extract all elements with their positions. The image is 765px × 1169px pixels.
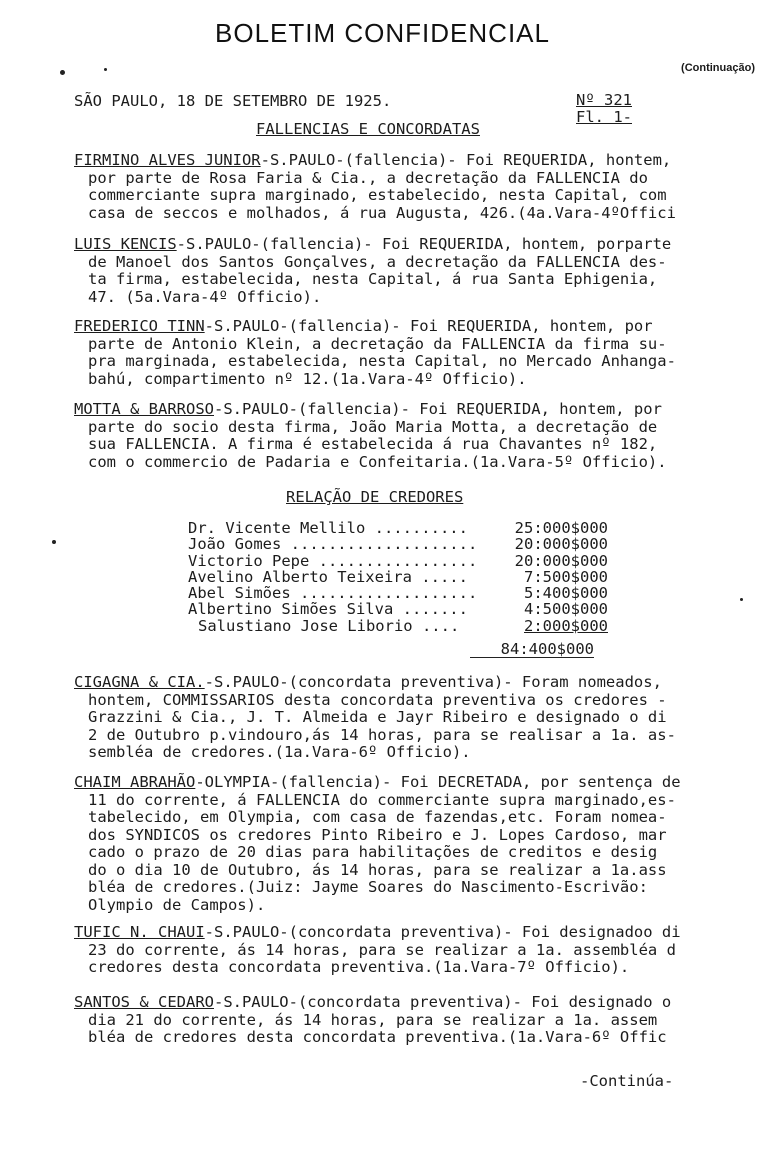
entry-line: FIRMINO ALVES JUNIOR-S.PAULO-(fallencia)- Foi REQUERIDA, hontem,: [74, 151, 672, 169]
creditor-amount: 20:000$000: [514, 535, 608, 554]
party-name: FREDERICO TINN: [74, 317, 205, 335]
entry-line: 23 do corrente, ás 14 horas, para se realizar a 1a. assembléa d: [88, 940, 676, 959]
creditor-row: [188, 520, 608, 536]
creditor-row: [188, 585, 608, 601]
creditors-heading: RELAÇÃO DE CREDORES: [286, 488, 464, 506]
entry-line: por parte de Rosa Faria & Cia., a decretação da FALLENCIA do: [88, 168, 648, 187]
entry-line: CIGAGNA & CIA.-S.PAULO-(concordata preventiva)- Foram nomeados,: [74, 673, 662, 691]
entry-line: TUFIC N. CHAUI-S.PAULO-(concordata preventiva)- Foi designadoo di: [74, 923, 681, 941]
creditor-row: [188, 536, 608, 552]
entry-line: MOTTA & BARROSO-S.PAULO-(fallencia)- Foi REQUERIDA, hontem, por: [74, 400, 662, 418]
entry-line: do o dia 10 de Outubro, ás 14 horas, para se realizar a 1a.ass: [88, 860, 667, 879]
party-name: MOTTA & BARROSO: [74, 400, 214, 418]
entry-line: CHAIM ABRAHÃO-OLYMPIA-(fallencia)- Foi DECRETADA, por sentença de: [74, 773, 681, 791]
entry-line: FREDERICO TINN-S.PAULO-(fallencia)- Foi REQUERIDA, hontem, por: [74, 317, 653, 335]
entry-line: commerciante supra marginado, estabelecido, nesta Capital, com: [88, 186, 667, 204]
party-name: CIGAGNA & CIA.: [74, 673, 205, 691]
entry-line: bléa de credores.(Juiz: Jayme Soares do Nascimento-Escrivão:: [88, 878, 648, 896]
party-name: CHAIM ABRAHÃO: [74, 773, 196, 791]
entry-line: cado o prazo de 20 dias para habilitações de creditos e desig: [88, 843, 658, 861]
margin-mark: [60, 70, 65, 75]
entry-line: pra marginada, estabelecida, nesta Capital, no Mercado Anhanga-: [88, 352, 676, 370]
creditor-name: Dr. Vicente Mellilo ..........: [188, 519, 468, 537]
entry-line: sembléa de credores.(1a.Vara-6º Officio).: [88, 743, 471, 761]
creditor-name: João Gomes ....................: [188, 535, 478, 554]
creditor-name: Victorio Pepe .................: [188, 551, 478, 570]
creditor-amount: 7:500$000: [524, 567, 608, 586]
entry-line: bahú, compartimento nº 12.(1a.Vara-4º Officio).: [88, 369, 527, 388]
entry-line: hontem, COMMISSARIOS desta concordata preventiva os credores -: [88, 690, 667, 709]
sheet-number: Fl. 1-: [576, 108, 632, 126]
entry-line: Olympio de Campos).: [88, 895, 266, 914]
creditor-name: Abel Simões ...................: [188, 584, 478, 603]
bulletin-number: [576, 92, 632, 126]
continues-note: -Continúa-: [580, 1072, 674, 1090]
creditor-row: [188, 618, 608, 634]
entry-line: 2 de Outubro p.vindouro,ás 14 horas, para se realisar a 1a. as-: [88, 725, 676, 744]
section-heading: FALLENCIAS E CONCORDATAS: [256, 120, 480, 138]
creditors-total: 84:400$000: [500, 640, 594, 658]
party-name: LUIS KENCIS: [74, 235, 177, 253]
entry-line: credores desta concordata preventiva.(1a.Vara-7º Officio).: [88, 958, 630, 976]
entry-motta-barroso: [74, 401, 754, 471]
entry-tinn: [74, 318, 754, 388]
entry-line: parte de Antonio Klein, a decretação da FALLENCIA da firma su-: [88, 334, 667, 353]
entry-chaim-abrahao: [74, 774, 754, 914]
entry-kencis: [74, 236, 754, 306]
creditor-amount: 2:000$000: [524, 616, 608, 635]
document-title: BOLETIM CONFIDENCIAL: [215, 18, 550, 48]
entry-line: bléa de credores desta concordata preventiva.(1a.Vara-6º Offic: [88, 1028, 667, 1046]
creditor-row: [188, 569, 608, 585]
entry-line: 47. (5a.Vara-4º Officio).: [88, 287, 322, 306]
margin-mark: [740, 598, 743, 601]
party-name: SANTOS & CEDARO: [74, 993, 214, 1011]
entry-line: de Manoel dos Santos Gonçalves, a decretação da FALLENCIA des-: [88, 252, 667, 271]
creditor-row: [188, 553, 608, 569]
entry-tufic-chaui: [74, 924, 754, 977]
party-name: TUFIC N. CHAUI: [74, 923, 205, 941]
entry-line: tabelecido, em Olympia, com casa de fazendas,etc. Foram nomea-: [88, 808, 667, 826]
creditor-amount: 25:000$000: [514, 519, 608, 537]
creditor-amount: 4:500$000: [524, 600, 608, 619]
entry-cigagna: [74, 674, 754, 762]
creditor-amount: 5:400$000: [524, 584, 608, 603]
party-name: FIRMINO ALVES JUNIOR: [74, 151, 261, 169]
entry-line: SANTOS & CEDARO-S.PAULO-(concordata preventiva)- Foi designado o: [74, 993, 672, 1011]
creditor-name: Salustiano Jose Liborio ....: [198, 616, 460, 635]
bulletin-number-value: Nº 321: [576, 91, 632, 109]
entry-line: 11 do corrente, á FALLENCIA do commerciante supra marginado,es-: [88, 790, 676, 809]
entry-line: sua FALLENCIA. A firma é estabelecida á rua Chavantes nº 182,: [88, 435, 658, 453]
continuation-label: (Continuação): [681, 62, 755, 74]
entry-line: com o commercio de Padaria e Confeitaria.(1a.Vara-5º Officio).: [88, 452, 667, 471]
entry-santos-cedaro: [74, 994, 754, 1047]
margin-mark: [52, 540, 56, 544]
entry-line: LUIS KENCIS-S.PAULO-(fallencia)- Foi REQUERIDA, hontem, porparte: [74, 235, 672, 253]
creditors-list: [188, 520, 608, 634]
entry-line: ta firma, estabelecida, nesta Capital, á rua Santa Ephigenia,: [88, 270, 658, 288]
dateline: SÃO PAULO, 18 DE SETEMBRO DE 1925.: [74, 92, 392, 110]
creditor-row: [188, 601, 608, 617]
creditor-name: Albertino Simões Silva .......: [188, 600, 468, 619]
margin-mark: [104, 68, 107, 71]
creditor-name: Avelino Alberto Teixeira .....: [188, 567, 468, 586]
entry-line: Grazzini & Cia., J. T. Almeida e Jayr Ribeiro e designado o di: [88, 708, 667, 726]
entry-firmino: [74, 152, 754, 222]
entry-line: parte do socio desta firma, João Maria Motta, a decretação de: [88, 417, 658, 436]
total-underline: [470, 657, 594, 658]
entry-line: casa de seccos e molhados, á rua Augusta, 426.(4a.Vara-4ºOffici: [88, 203, 676, 222]
entry-line: dos SYNDICOS os credores Pinto Ribeiro e J. Lopes Cardoso, mar: [88, 825, 667, 844]
entry-line: dia 21 do corrente, ás 14 horas, para se realizar a 1a. assem: [88, 1010, 658, 1029]
creditor-amount: 20:000$000: [514, 551, 608, 570]
